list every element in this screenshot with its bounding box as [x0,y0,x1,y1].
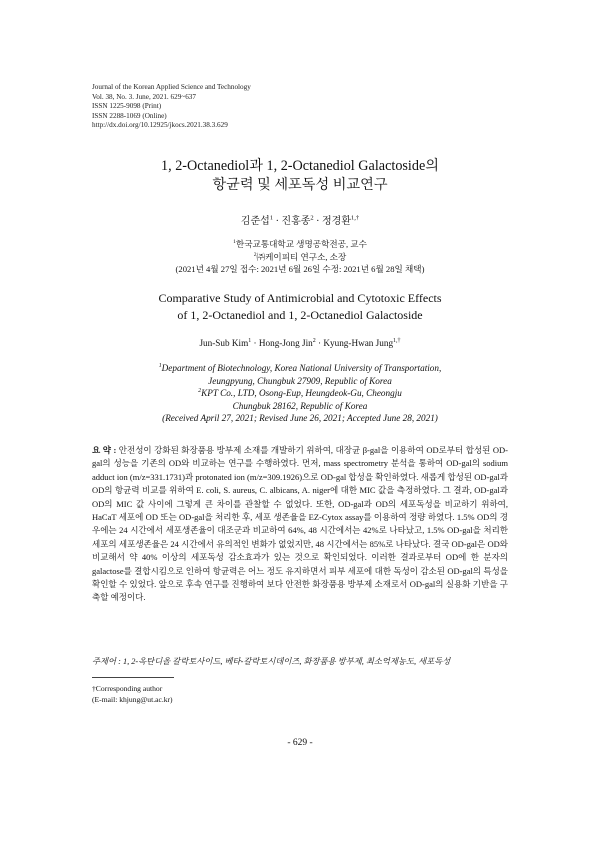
author-affil-mark: 2 [310,214,314,222]
author-affil-mark: 1 [248,337,252,344]
author-affil-mark: 1 [269,214,274,222]
author-name: Jun-Sub Kim [199,338,249,348]
journal-header [92,83,251,131]
footnote [92,683,173,705]
title-en-line1: Comparative Study of Antimicrobial and Cytotoxic Effects [158,291,442,305]
abstract-text: 안전성이 강화된 화장품용 방부제 소재를 개발하기 위하여, 대장균 β-gal을 이용하여 OD로부터 합성된 OD-gal의 성능을 기존의 OD와 비교하는 연구를 수행하였다. 먼저, mass spectrometry 분석을 통하여 OD-gal의 sodium adduct ion (m/z=331.1731)과 protonated ion (m/z=309.1926)으로 OD-gal 합성을 확인하였다. 새롭게 합성된 OD-gal과 OD의 항균력 비교를 위하여 E. coli, S. aureus, C. albicans, A. niger에 대한 MIC 값을 측정하였다. 그 결과, OD-gal과 OD의 MIC 값 사이에 그렇게 큰 차이를 관찰할 수 없었다. 또한, OD-gal과 OD의 세포독성을 비교하기 위하여, HaCaT 세포에 OD 또는 OD-gal을 처리한 후, 세포 생존율을 EZ-Cytox assay를 이용하여 정량 하였다. 1.5% OD의 경우에는 24 시간에서 세포생존율이 대조군과 비교하여 64%, 48 시간에서는 42%로 나타났고, 1.5% OD-gal을 처리한 세포의 세포생존율은 24 시간에서 유의적인 변화가 없었지만, 48 시간에서는 85%로 나타났다. 결국 OD-gal은 OD와 비교해서 약 40% 이상의 세포독성 감소효과가 있는 것으로 확인되었다. 이러한 결과로부터 OD에 한 분자의 galactose를 결합시킴으로 인하여 항균력은 어느 정도 유지하면서 피부 세포에 대한 독성이 감소된 OD-gal의 특성을 확인할 수 있었다. 앞으로 후속 연구를 진행하여 보다 안전한 화장품용 방부제 소재로서 OD-gal의 실용화 기반을 구축할 예정이다. [92,445,508,603]
page-number: - 629 - [287,738,313,748]
author-name: 정경환 [322,216,351,227]
author-affil-mark: 1,† [351,214,360,222]
abstract [92,444,508,605]
title-en-line2: of 1, 2-Octanediol and 1, 2-Octanediol Galactoside [177,308,423,322]
dates-korean: (2021년 4월 27일 접수: 2021년 6월 26일 수정: 2021년 6월 28일 채택) [175,264,425,274]
journal-name: Journal of the Korean Applied Science and Technology [92,83,251,91]
author-separator: · [251,338,259,348]
journal-volume: Vol. 38, No. 3. June, 2021. 629~637 [92,92,196,101]
journal-doi-link[interactable]: http://dx.doi.org/10.12925/jkocs.2021.38.3.629 [92,121,228,130]
authors-korean [0,212,600,227]
affiliation-en-2-line2: Chungbuk 28162, Republic of Korea [232,400,368,411]
affiliations-korean [0,238,600,276]
affiliation-en-2-line1: $^2$KPT Co., LTD, Osong-Eup, Heungdeok-Gu, Cheongju [198,388,402,399]
author-separator: · [315,338,324,348]
paper-title-korean [0,157,600,195]
affiliation-ko-2: $^2$㈜케이피티 연구소, 소장 [253,251,347,262]
author-name: 진홍종 [281,216,311,227]
keywords: 주제어 : 1, 2-옥탄디올 갈락토사이드, 베타-갈락토시데이즈, 화장품용 방부제, 최소억제농도, 세포독성 [92,657,451,666]
abstract-label: 요 약 : [92,445,119,455]
authors-english [0,338,600,348]
author-name: 김준섭 [240,216,270,227]
author-affil-mark: 1,† [393,337,401,344]
affiliations-english [0,362,600,425]
dates-english: (Received April 27, 2021; Revised June 26, 2021; Accepted June 28, 2021) [162,413,438,424]
author-separator: · [313,216,323,227]
affiliation-en-1-line2: Jeungpyung, Chungbuk 27909, Republic of Korea [208,375,392,386]
paper-title-english [0,290,600,324]
title-ko-line1: 1, 2-Octanediol과 1, 2-Octanediol Galactoside의 [161,158,439,174]
affiliation-en-1-line1: $^1$Department of Biotechnology, Korea National University of Transportation, [158,362,442,373]
journal-issn-print: ISSN 1225-9098 (Print) [92,102,162,111]
corresponding-author-email[interactable]: (E-mail: khjung@ut.ac.kr) [92,695,173,704]
author-separator: · [273,216,282,227]
corresponding-author-note: †Corresponding author [92,684,163,693]
author-affil-mark: 2 [312,337,316,344]
author-name: Kyung-Hwan Jung [323,338,394,348]
journal-issn-online: ISSN 2288-1069 (Online) [92,111,167,120]
title-ko-line2: 항균력 및 세포독성 비교연구 [212,177,388,193]
footnote-divider [92,677,174,678]
author-name: Hong-Jong Jin [258,338,313,348]
affiliation-ko-1: $^1$한국교통대학교 생명공학전공, 교수 [233,239,367,249]
